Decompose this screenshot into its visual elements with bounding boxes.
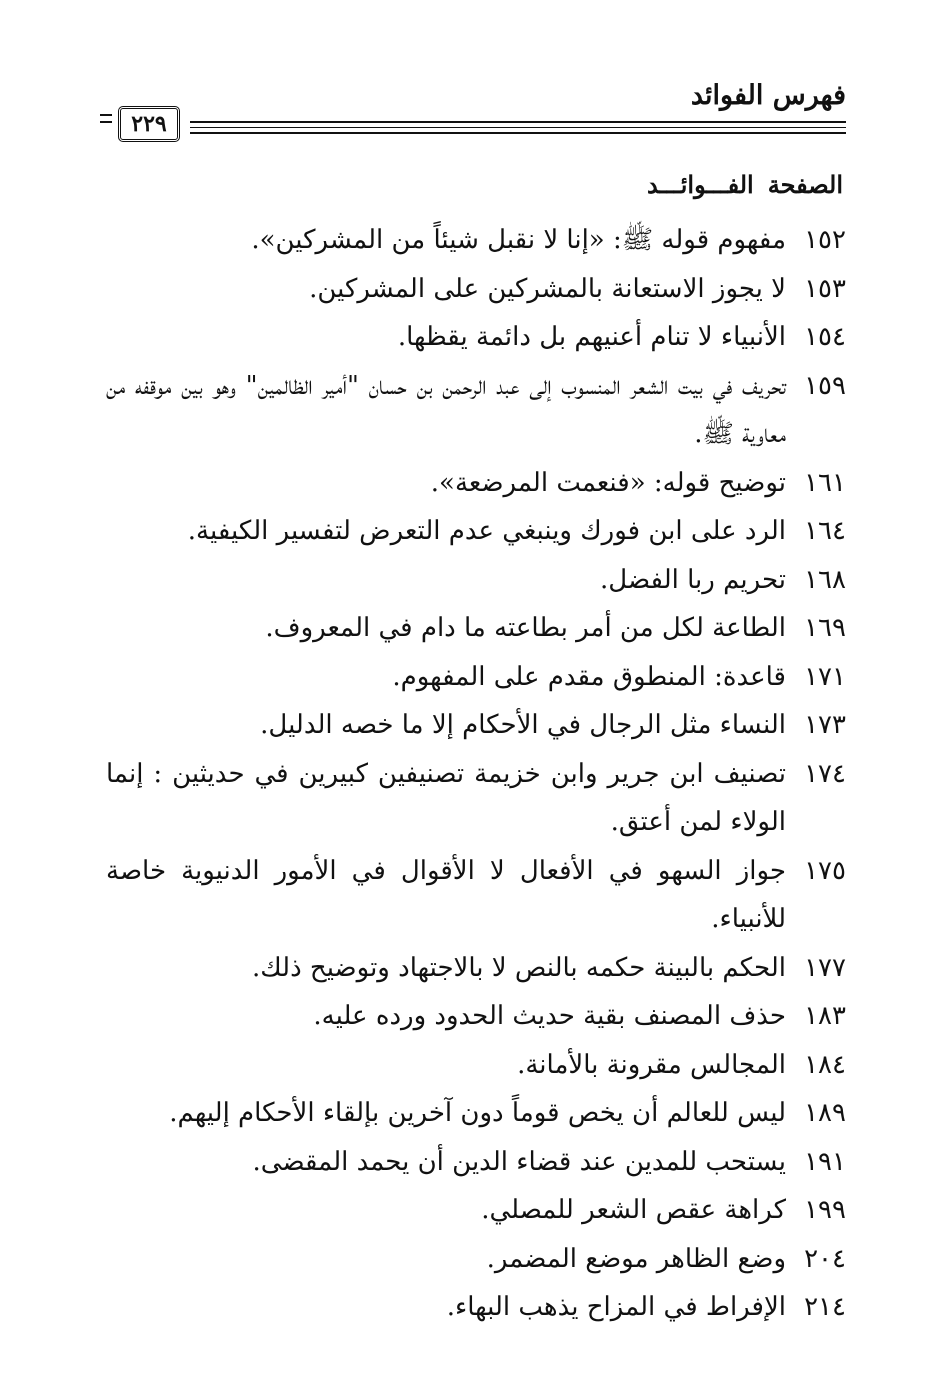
- entry-text: الأنبياء لا تنام أعنيهم بل دائمة يقظها.: [397, 322, 786, 352]
- entry-page-number: ١٧٧: [804, 952, 846, 983]
- list-item: [106, 604, 846, 653]
- header-rule-middle: [190, 127, 846, 128]
- entry-text: توضيح قوله: «فنعمت المرضعة».: [430, 467, 786, 498]
- list-item: [106, 507, 846, 556]
- list-item: [106, 847, 846, 944]
- entry-text: ليس للعالم أن يخص قوماً دون آخرين بإلقاء الأحكام إليهم.: [169, 1098, 786, 1128]
- list-item: [106, 1138, 846, 1187]
- entry-page-number: ١٨٣: [804, 1001, 846, 1031]
- entry-text: الطاعة لكل من أمر بطاعته ما دام في المعروف.: [265, 613, 786, 643]
- entry-text: جواز السهو في الأفعال لا الأقوال في الأمور الدنيوية خاصة للأنبياء.: [106, 855, 786, 934]
- list-item: [106, 362, 846, 459]
- list-item: [106, 944, 846, 993]
- list-item: [106, 1186, 846, 1235]
- list-item: [106, 992, 846, 1041]
- entry-page-number: ١٥٤: [804, 322, 846, 352]
- entry-text: وضع الظاهر موضع المضمر.: [486, 1243, 786, 1274]
- entry-text: الرد على ابن فورك وينبغي عدم التعرض لتفسير الكيفية.: [187, 516, 786, 546]
- entry-page-number: ٢٠٤: [804, 1243, 846, 1274]
- entry-page-number: ١٨٤: [804, 1049, 846, 1080]
- list-item: [106, 313, 846, 362]
- header-rule-top: [190, 121, 846, 123]
- entry-text: لا يجوز الاستعانة بالمشركين على المشركين.: [309, 273, 786, 304]
- benefits-index-list: [106, 216, 846, 1332]
- running-title: فهرس الفوائد: [690, 80, 846, 111]
- entry-text: كراهة عقص الشعر للمصلي.: [481, 1195, 786, 1225]
- entry-page-number: ١٨٩: [804, 1098, 846, 1128]
- list-item: [106, 1235, 846, 1284]
- entry-text: النساء مثل الرجال في الأحكام إلا ما خصه الدليل.: [260, 710, 786, 740]
- entry-page-number: ١٥٢: [804, 225, 846, 255]
- entry-text: قاعدة: المنطوق مقدم على المفهوم.: [392, 661, 786, 692]
- entry-text: مفهوم قوله ﷺ: «إنا لا نقبل شيئاً من المشركين».: [251, 225, 786, 255]
- entry-page-number: ٢١٤: [804, 1292, 846, 1322]
- header-rule-bottom: [190, 132, 846, 134]
- list-item: [106, 265, 846, 314]
- entry-text: يستحب للمدين عند قضاء الدين أن يحمد المقضى.: [252, 1146, 786, 1177]
- entry-page-number: ١٩٩: [804, 1195, 846, 1225]
- list-item: [106, 556, 846, 605]
- list-item: [106, 701, 846, 750]
- entry-page-number: ١٥٩: [804, 370, 846, 401]
- entry-text: الحكم بالبينة حكمه بالنص لا بالاجتهاد وتوضيح ذلك.: [251, 952, 786, 983]
- entry-page-number: ١٧١: [804, 661, 846, 692]
- list-item: [106, 216, 846, 265]
- table-column-header: [633, 170, 843, 199]
- entry-text: تصنيف ابن جرير وابن خزيمة تصنيفين كبيرين في حديثين : إنما الولاء لمن أعتق.: [106, 758, 786, 837]
- entry-page-number: ١٦١: [804, 467, 846, 498]
- entry-text: الإفراط في المزاح يذهب البهاء.: [446, 1292, 786, 1322]
- entry-page-number: ١٧٣: [804, 710, 846, 740]
- page-number-ornament: [100, 114, 112, 123]
- entry-page-number: ١٦٤: [804, 516, 846, 546]
- column-page-label: الصفحة: [767, 170, 843, 199]
- entry-page-number: ١٩١: [804, 1146, 846, 1177]
- list-item: [106, 653, 846, 702]
- entry-page-number: ١٦٨: [804, 564, 846, 595]
- list-item: [106, 1089, 846, 1138]
- entry-text: تحريم ربا الفضل.: [600, 564, 786, 595]
- entry-page-number: ١٧٥: [804, 855, 846, 886]
- list-item: [106, 459, 846, 508]
- column-benefits-label: الفـــوائـــد: [647, 170, 754, 199]
- entry-text: حذف المصنف بقية حديث الحدود ورده عليه.: [313, 1001, 786, 1031]
- page-number: ٢٢٩: [118, 106, 180, 142]
- entry-text: تحريف في بيت الشعر المنسوب إلى عبد الرحمن بن حسان "أمير الظالمين" وهو بين موقفه من معاوية ﷺ.: [106, 370, 786, 449]
- list-item: [106, 1041, 846, 1090]
- list-item: [106, 1283, 846, 1332]
- entry-page-number: ١٧٤: [804, 758, 846, 789]
- entry-text: المجالس مقرونة بالأمانة.: [517, 1049, 786, 1080]
- entry-page-number: ١٥٣: [804, 273, 846, 304]
- list-item: [106, 750, 846, 847]
- entry-page-number: ١٦٩: [804, 613, 846, 643]
